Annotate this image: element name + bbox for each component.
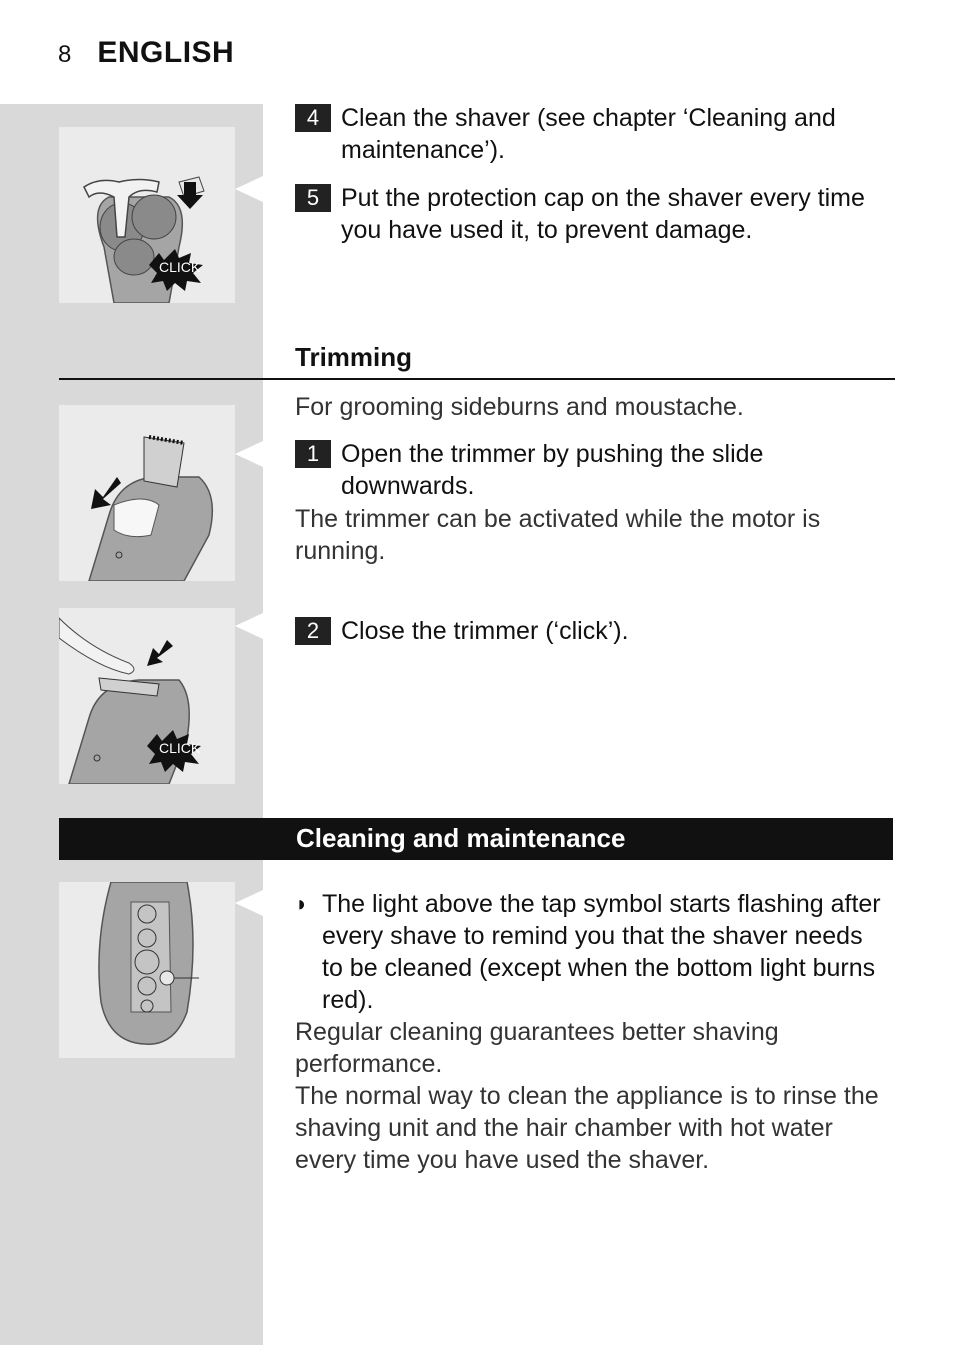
figure-trimmer-open (59, 405, 235, 581)
cleaning-bullet (295, 888, 885, 1016)
figure-protection-cap (59, 127, 235, 303)
page-header (58, 36, 234, 70)
step-text: Clean the shaver (see chapter ‘Cleaning and maintenance’). (341, 104, 836, 164)
page-number: 8 (58, 41, 72, 68)
step-text: Open the trimmer by pushing the slide downwards. (341, 440, 764, 500)
figure-pointer-2 (235, 441, 263, 467)
language-heading: ENGLISH (97, 36, 235, 69)
step-number-badge: 5 (295, 184, 331, 212)
step-number-badge: 1 (295, 440, 331, 468)
cleaning-heading-band (59, 818, 893, 860)
figure-pointer-1 (235, 176, 263, 202)
click-label-2: CLICK (159, 740, 201, 756)
step-number-badge: 2 (295, 617, 331, 645)
trimming-note: The trimmer can be activated while the motor is running. (295, 505, 821, 565)
cleaning-paragraph-1: Regular cleaning guarantees better shaving performance. (295, 1018, 779, 1078)
step-text: Close the trimmer (‘click’). (341, 617, 629, 645)
cleaning-heading: Cleaning and maintenance (296, 823, 626, 853)
trimming-step-2 (295, 615, 885, 647)
bullet-icon: ◗ (295, 891, 309, 916)
step-number-badge: 4 (295, 104, 331, 132)
figure-shaver-indicator (59, 882, 235, 1058)
step-5 (295, 182, 885, 246)
step-4 (295, 102, 885, 166)
bullet-text: The light above the tap symbol starts flashing after every shave to remind you that the shaver needs to be cleaned (except when the bottom light burns red). (322, 890, 881, 1014)
figure-pointer-4 (235, 890, 263, 916)
trimming-intro: For grooming sideburns and moustache. (295, 393, 744, 421)
step-text: Put the protection cap on the shaver every time you have used it, to prevent damage. (341, 184, 865, 244)
trimming-heading: Trimming (295, 342, 413, 372)
figure-pointer-3 (235, 613, 263, 639)
section-rule (59, 378, 895, 380)
figure-trimmer-close (59, 608, 235, 784)
click-label-1: CLICK (159, 259, 201, 275)
cleaning-paragraph-2: The normal way to clean the appliance is to rinse the shaving unit and the hair chamber with hot water every time you have used the shaver. (295, 1082, 879, 1174)
trimming-step-1 (295, 438, 885, 502)
